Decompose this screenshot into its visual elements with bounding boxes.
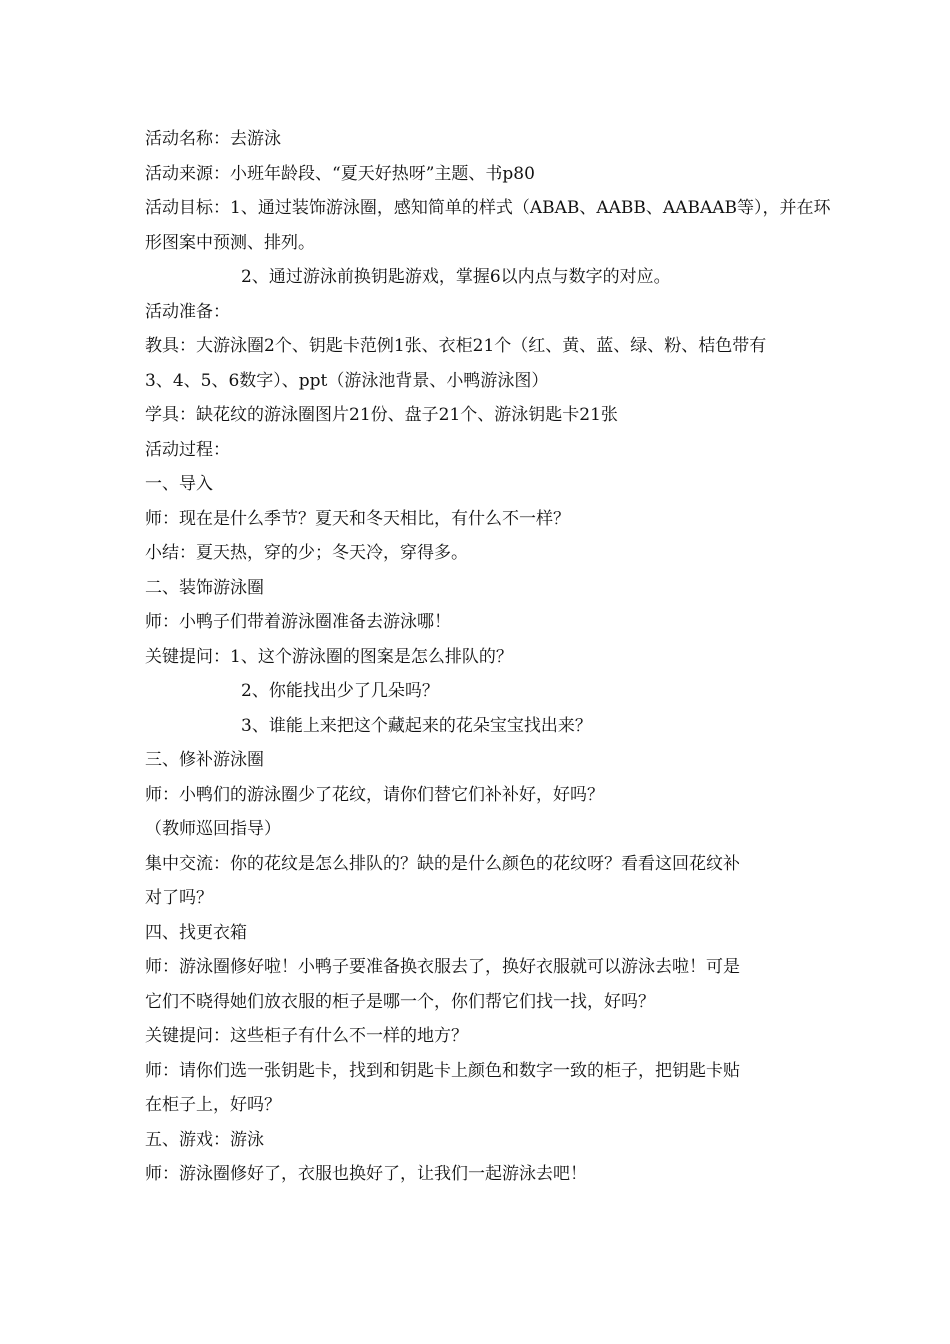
section-2-key-question-2: 2、你能找出少了几朵吗？: [241, 681, 439, 701]
section-5-heading: 五、游戏：游泳: [145, 1129, 264, 1150]
section-4-teacher-2: 师：请你们选一张钥匙卡，找到和钥匙卡上颜色和数字一致的柜子，把钥匙卡贴: [145, 1060, 740, 1081]
section-3-exchange-cont: 对了吗？: [145, 888, 213, 908]
section-2-key-question-1: 关键提问：1、这个游泳圈的图案是怎么排队的？: [145, 646, 513, 667]
activity-name: 活动名称：去游泳: [145, 129, 281, 149]
teacher-materials-cont: 3、4、5、6数字）、ppt（游泳池背景、小鸭游泳图）: [145, 370, 549, 391]
section-1-question: 师：现在是什么季节？夏天和冬天相比，有什么不一样？: [145, 508, 570, 529]
section-1-summary: 小结：夏天热，穿的少；冬天冷，穿得多。: [145, 543, 468, 563]
activity-goal-1: 活动目标：1、通过装饰游泳圈，感知简单的样式（ABAB、AABB、AABAAB等），并在环: [145, 198, 831, 218]
section-3-heading: 三、修补游泳圈: [145, 750, 264, 770]
activity-source: 活动来源：小班年龄段、“夏天好热呀”主题、书p80: [145, 163, 535, 184]
section-3-teacher: 师：小鸭们的游泳圈少了花纹，请你们替它们补补好，好吗？: [145, 784, 604, 805]
activity-goal-1-cont: 形图案中预测、排列。: [145, 232, 315, 253]
activity-goal-2: 2、通过游泳前换钥匙游戏，掌握6以内点与数字的对应。: [241, 267, 671, 287]
section-2-heading: 二、装饰游泳圈: [145, 577, 264, 598]
section-3-note: （教师巡回指导）: [145, 819, 281, 839]
section-4-teacher: 师：游泳圈修好啦！小鸭子要准备换衣服去了，换好衣服就可以游泳去啦！可是: [145, 957, 740, 977]
section-4-teacher-cont: 它们不晓得她们放衣服的柜子是哪一个，你们帮它们找一找，好吗？: [145, 991, 655, 1012]
activity-process-heading: 活动过程：: [145, 439, 230, 460]
activity-prep-heading: 活动准备：: [145, 301, 230, 322]
section-3-exchange: 集中交流：你的花纹是怎么排队的？缺的是什么颜色的花纹呀？看看这回花纹补: [145, 853, 740, 874]
student-materials: 学具：缺花纹的游泳圈图片21份、盘子21个、游泳钥匙卡21张: [145, 405, 618, 425]
teacher-materials: 教具：大游泳圈2个、钥匙卡范例1张、衣柜21个（红、黄、蓝、绿、粉、桔色带有: [145, 336, 767, 356]
section-2-key-question-3: 3、谁能上来把这个藏起来的花朵宝宝找出来？: [241, 715, 592, 736]
document-page: [145, 122, 831, 1192]
section-4-heading: 四、找更衣箱: [145, 922, 247, 943]
section-2-teacher: 师：小鸭子们带着游泳圈准备去游泳哪！: [145, 612, 451, 632]
section-1-heading: 一、导入: [145, 474, 213, 494]
section-4-teacher-2-cont: 在柜子上，好吗？: [145, 1095, 281, 1115]
section-5-teacher: 师：游泳圈修好了，衣服也换好了，让我们一起游泳去吧！: [145, 1164, 587, 1184]
section-4-key-question: 关键提问：这些柜子有什么不一样的地方？: [145, 1026, 468, 1046]
